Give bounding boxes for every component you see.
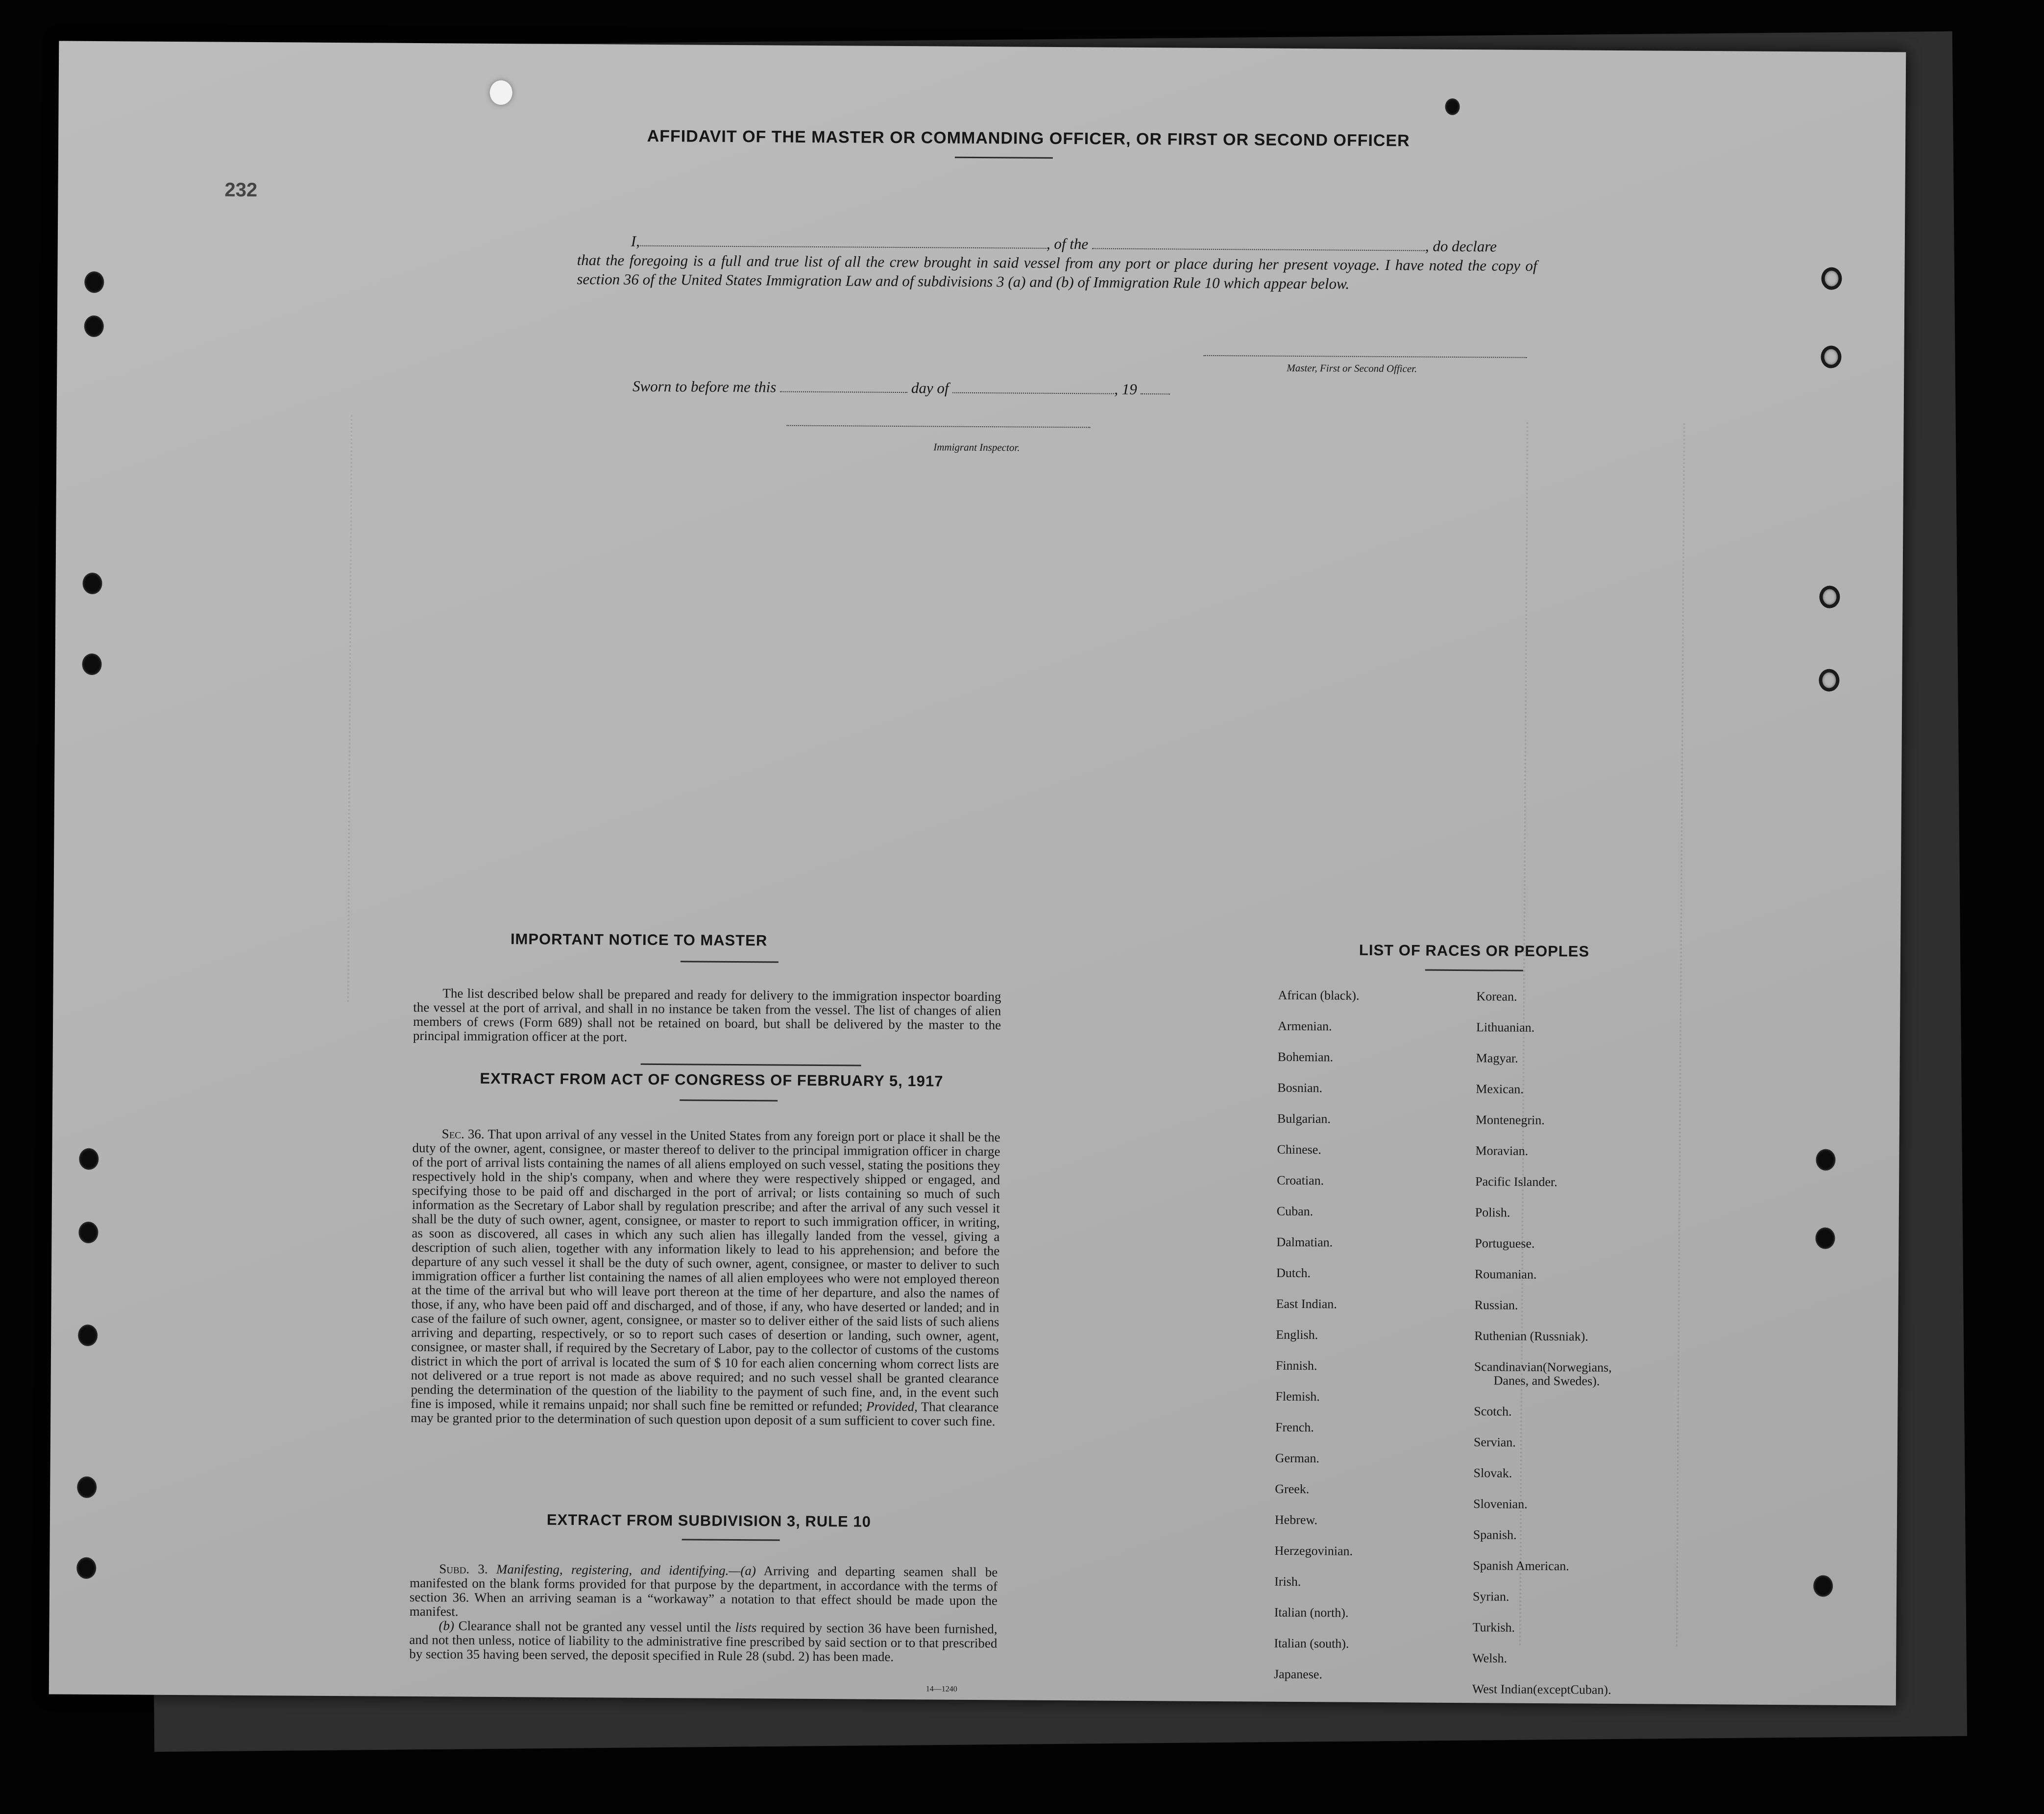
sworn-day-blank[interactable] xyxy=(780,391,907,393)
race-entry: Portuguese. xyxy=(1475,1236,1535,1251)
punch-hole xyxy=(82,573,102,594)
punch-hole xyxy=(1819,669,1839,691)
race-entry: Danes, and Swedes). xyxy=(1493,1373,1600,1388)
master-signature-line[interactable] xyxy=(1203,355,1527,358)
race-entry: Armenian. xyxy=(1278,1018,1332,1034)
affidavit-title: AFFIDAVIT OF THE MASTER OR COMMANDING OFFICER, OR FIRST OR SECOND OFFICER xyxy=(647,126,1410,150)
race-entry: Servian. xyxy=(1473,1435,1516,1450)
race-entry: Greek. xyxy=(1275,1481,1310,1497)
punch-hole xyxy=(1816,1149,1835,1170)
race-entry: Chinese. xyxy=(1277,1142,1321,1157)
race-entry: Scandinavian(Norwegians, xyxy=(1474,1359,1612,1375)
race-entry: Syrian. xyxy=(1472,1589,1509,1604)
punch-hole xyxy=(84,315,104,337)
race-entry: Bohemian. xyxy=(1277,1049,1334,1064)
races-title-rule xyxy=(1425,969,1523,971)
act-top-rule xyxy=(641,1064,861,1066)
sworn-line: Sworn to before me this day of , 19 xyxy=(633,378,1170,399)
vessel-name-blank[interactable] xyxy=(1092,248,1425,251)
document-page xyxy=(49,41,1906,1706)
race-entry: Spanish American. xyxy=(1473,1558,1569,1573)
race-entry: Finnish. xyxy=(1275,1358,1317,1373)
race-entry: Bulgarian. xyxy=(1277,1111,1331,1126)
affidavit-first-line: I, , of the , do declare xyxy=(631,232,1497,255)
race-entry: English. xyxy=(1276,1327,1318,1342)
punch-hole xyxy=(1445,98,1460,115)
punch-hole xyxy=(1821,345,1841,368)
race-entry: French. xyxy=(1275,1420,1314,1435)
punch-hole xyxy=(79,1148,98,1170)
master-signature-caption: Master, First or Second Officer. xyxy=(1287,362,1417,375)
race-entry: Irish. xyxy=(1274,1574,1301,1589)
race-entry: Bosnian. xyxy=(1277,1080,1323,1095)
race-entry: Ruthenian (Russniak). xyxy=(1474,1329,1588,1344)
race-entry: Japanese. xyxy=(1273,1667,1323,1682)
race-entry: Roumanian. xyxy=(1474,1267,1537,1282)
punch-hole xyxy=(84,271,104,293)
race-entry: Dalmatian. xyxy=(1276,1234,1333,1250)
form-number: 14—1240 xyxy=(925,1685,957,1693)
notice-title-rule xyxy=(681,961,779,963)
rule-title-rule xyxy=(682,1539,780,1541)
notice-title: IMPORTANT NOTICE TO MASTER xyxy=(510,930,768,949)
punch-hole xyxy=(76,1557,96,1579)
race-entry: Korean. xyxy=(1476,989,1517,1004)
race-entry: Mexican. xyxy=(1476,1082,1524,1096)
race-entry: Lithuanian. xyxy=(1476,1020,1535,1035)
race-entry: Slovenian. xyxy=(1473,1497,1528,1511)
rule-part-a: Subd. 3. Manifesting, registering, and identifying.—(a) Arriving and departing seamen shall be manifested on the blank forms provided for that purpose by the department, in accordance with the terms of section 36. When an arriving seaman is a “workaway” a notation to that effect should be made upon the manifest. xyxy=(409,1561,998,1619)
race-entry: Spanish. xyxy=(1473,1527,1517,1542)
page-number-stamp: 232 xyxy=(224,179,258,201)
rule-subdivision-3 xyxy=(409,1562,998,1665)
race-entry: Dutch. xyxy=(1276,1265,1311,1281)
race-entry: Croatian. xyxy=(1277,1173,1324,1188)
affidavit-declaration xyxy=(577,231,1537,294)
races-title: LIST OF RACES OR PEOPLES xyxy=(1359,941,1590,960)
race-entry: Montenegrin. xyxy=(1475,1113,1545,1128)
race-entry: Turkish. xyxy=(1472,1620,1515,1635)
race-entry: Hebrew. xyxy=(1274,1512,1318,1527)
punch-hole xyxy=(78,1325,97,1346)
bleed-through-column xyxy=(347,415,382,1003)
rule-part-b: (b) Clearance shall not be granted any vessel until the lists required by section 36 have been furnished, and not then unless, notice of liability to the administrative fine prescribed by said section or to that prescribed by section 35 having been served, the deposit specified in Rule 28 (subd. 2) has been made. xyxy=(409,1618,998,1664)
race-entry: African (black). xyxy=(1278,988,1360,1003)
bleed-through-column xyxy=(1676,423,1714,1648)
race-entry: Russian. xyxy=(1474,1298,1518,1312)
race-entry: Pacific Islander. xyxy=(1475,1174,1557,1189)
race-entry: Flemish. xyxy=(1275,1389,1320,1404)
rule-title: EXTRACT FROM SUBDIVISION 3, RULE 10 xyxy=(546,1511,872,1530)
race-entry: Scotch. xyxy=(1474,1404,1512,1419)
act-title: EXTRACT FROM ACT OF CONGRESS OF FEBRUARY 5, 1917 xyxy=(480,1069,944,1090)
punch-hole xyxy=(1821,267,1842,290)
sworn-year-blank[interactable] xyxy=(1141,393,1170,394)
race-entry: Magyar. xyxy=(1476,1051,1518,1065)
punch-hole xyxy=(490,80,512,105)
punch-hole xyxy=(1815,1227,1835,1249)
inspector-signature-caption: Immigrant Inspector. xyxy=(933,441,1020,454)
race-entry: Welsh. xyxy=(1472,1651,1508,1666)
punch-hole xyxy=(1813,1575,1833,1596)
act-title-rule xyxy=(680,1099,778,1101)
act-section-36: Sec. 36. That upon arrival of any vessel in the United States from any foreign port or place it shall be the duty of the owner, agent, consignee, or master thereof to deliver to the principal immigration officer in charge of the port of arrival lists containing the names of all aliens employed on such vessel, stating the positions they respectively hold in the ship's company, when and where they were respectively shipped or engaged, and specifying those to be paid off and discharged in the port of arrival; or lists containing so much of such information as the Secretary of Labor shall by regulation prescribe; and after the arrival of any such vessel it shall be the duty of such owner, agent, consignee, or master to report to such immigration officer, in writing, as soon as discovered, all cases in which any such alien has illegally landed from the vessel, giving a description of such alien, together with any information likely to lead to his apprehension; and before the departure of any such vessel it shall be the duty of such owner, agent, consignee, or master to deliver to such immigration officer a further list containing the names of all alien employees who were not employed thereon at the time of the arrival but who will leave port thereon at the time of her departure, and also the names of those, if any, who have been paid off and discharged, and of those, if any, who have deserted or landed; and in case of the failure of such owner, agent, consignee, or master so to deliver either of the said lists of such aliens arriving and departing, respectively, or so to report such cases of desertion or landing, such owner, agent, consignee, or master shall, if required by the Secretary of Labor, pay to the collector of customs of the customs district in which the port of arrival is located the sum of $ 10 for each alien concerning whom correct lists are not delivered or a true report is not made as above required; and no such vessel shall be granted clearance pending the determination of the question of the liability to the payment of such fine, and, in the event such fine is imposed, while it remains unpaid; nor shall such fine be remitted or refunded; Provided, That clearance may be granted prior to the determination of such question upon deposit of a sum sufficient to cover such fine. xyxy=(411,1126,1000,1429)
race-entry: Italian (north). xyxy=(1274,1605,1349,1620)
race-entry: Slovak. xyxy=(1473,1466,1512,1480)
race-entry: East Indian. xyxy=(1276,1296,1337,1311)
inspector-signature-line[interactable] xyxy=(787,425,1091,428)
officer-name-blank[interactable] xyxy=(640,245,1046,249)
affidavit-title-rule xyxy=(955,157,1053,159)
race-entry: Cuban. xyxy=(1276,1204,1314,1219)
race-entry: West Indian(exceptCuban). xyxy=(1472,1682,1611,1697)
punch-hole xyxy=(82,653,101,675)
race-entry: German. xyxy=(1275,1451,1320,1466)
sworn-month-blank[interactable] xyxy=(952,392,1114,394)
race-entry: Polish. xyxy=(1475,1205,1510,1220)
notice-body: The list described below shall be prepared and ready for delivery to the immigration inspector boarding the vessel at the port of arrival, and shall in no instance be taken from the vessel. The list of changes of alien members of crews (Form 689) shall not be retained on board, but shall be delivered by the master to the principal immigration officer at the port. xyxy=(413,986,1001,1044)
punch-hole xyxy=(1819,585,1840,608)
race-entry: Moravian. xyxy=(1475,1143,1529,1158)
punch-hole xyxy=(77,1476,97,1498)
race-entry: Italian (south). xyxy=(1274,1636,1349,1651)
race-entry: Herzegovinian. xyxy=(1274,1543,1353,1558)
affidavit-body: that the foregoing is a full and true list of all the crew brought in said vessel from any port or place during her present voyage. I have noted the copy of section 36 of the United States Immigration Law and of subdivisions 3 (a) and (b) of Immigration Rule 10 which appear below. xyxy=(577,251,1537,292)
punch-hole xyxy=(78,1222,98,1243)
